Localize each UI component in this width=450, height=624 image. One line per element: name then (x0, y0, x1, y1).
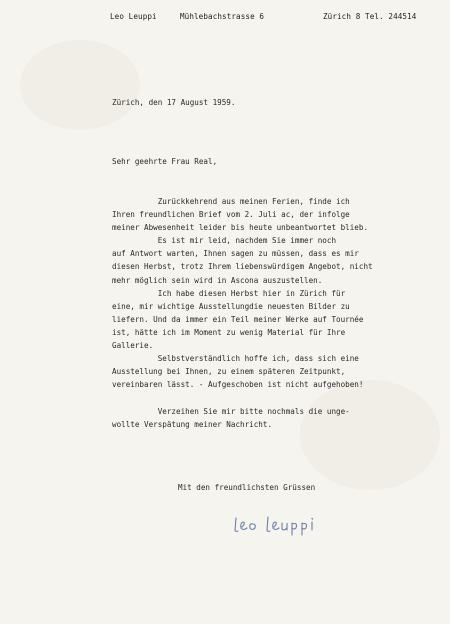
paragraph-gap (112, 391, 442, 404)
handwritten-signature (232, 512, 352, 536)
letterhead-name: Leo Leuppi (110, 12, 157, 21)
body-line: Verzeihen Sie mir bitte nochmals die unge- (112, 406, 350, 416)
body-line: Zurückkehrend aus meinen Ferien, finde ich (112, 197, 350, 206)
body-line: auf Antwort warten, Ihnen sagen zu müssen, dass es mir (112, 249, 359, 259)
body-line: mehr möglich sein wird in Ascona auszustellen. (112, 275, 323, 285)
body-line: Selbstverständlich hoffe ich, dass sich eine (112, 354, 359, 364)
letterhead-street: Mühlebachstrasse 6 (180, 12, 265, 21)
body-line: Ihren freundlichen Brief vom 2. Juli ac, der infolge (112, 210, 350, 220)
body-line: diesen Herbst, trotz Ihrem liebenswürdigem Angebot, nicht (112, 262, 373, 272)
body-line: liefern. Und da immer ein Teil meiner Werke auf Tournée (112, 314, 364, 324)
body-line: Ausstellung bei Ihnen, zu einem späteren Zeitpunkt, (112, 367, 346, 377)
body-line: Gallerie. (112, 341, 154, 351)
paper-stain (20, 40, 140, 130)
body-line: meiner Abwesenheit leider bis heute unbeantwortet blieb. (112, 223, 369, 233)
body-line: Es ist mir leid, nachdem Sie immer noch (112, 236, 337, 246)
body-line: vereinbaren lässt. - Aufgeschoben ist nicht aufgehoben! (112, 380, 364, 390)
closing: Mit den freundlichsten Grüssen (178, 483, 316, 492)
salutation: Sehr geehrte Frau Real, (112, 157, 218, 166)
signature-image (232, 512, 352, 536)
letter-body (112, 195, 442, 431)
letter-date: Zürich, den 17 August 1959. (112, 98, 236, 107)
body-line: Ich habe diesen Herbst hier in Zürich für (112, 288, 346, 298)
body-line: wollte Verspätung meiner Nachricht. (112, 419, 273, 429)
letterhead-city-phone: Zürich 8 Tel. 244514 (323, 12, 417, 21)
body-line: ist, hätte ich im Moment zu wenig Material für Ihre (112, 327, 346, 337)
body-line: eine, mir wichtige Ausstellungdie neuesten Bilder zu (112, 301, 350, 311)
